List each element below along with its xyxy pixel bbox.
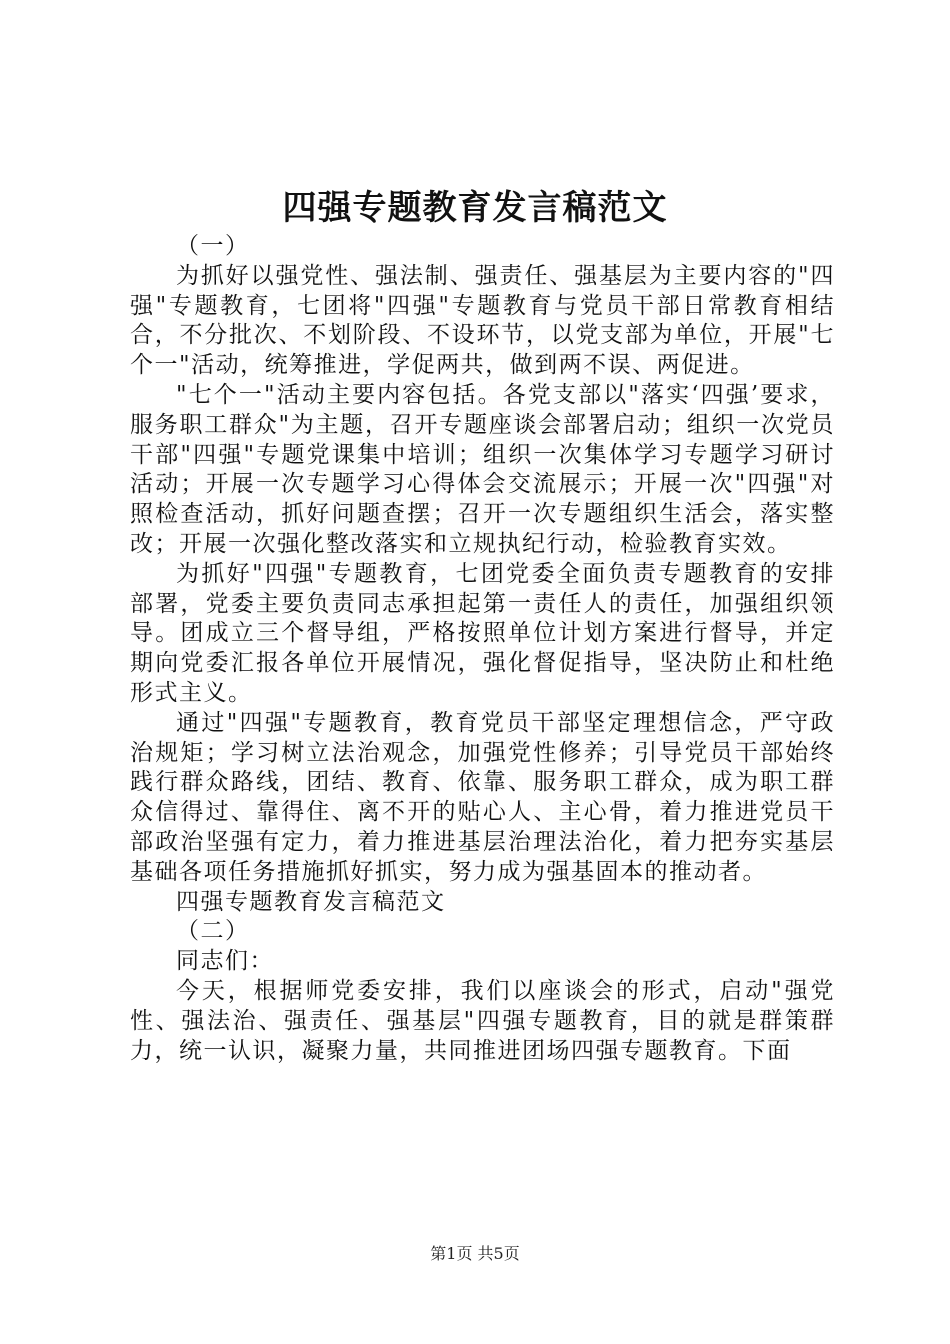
- paragraph: 为抓好以强党性、强法制、强责任、强基层为主要内容的"四强"专题教育，七团将"四强"专题教育与党员干部日常教育相结合，不分批次、不划阶段、不设环节，以党支部为单位，开展"七个一"活动，统筹推进，学促两共，做到两不误、两促进。: [130, 262, 835, 379]
- document-title: 四强专题教育发言稿范文: [282, 188, 668, 228]
- paragraph: 今天，根据师党委安排，我们以座谈会的形式，启动"强党性、强法治、强责任、强基层"四强专题教育，目的就是群策群力，统一认识，凝聚力量，共同推进团场四强专题教育。下面: [130, 977, 835, 1064]
- section-marker-two: （二）: [176, 918, 250, 945]
- section-marker-one: （一）: [176, 233, 250, 259]
- paragraph: 为抓好"四强"专题教育，七团党委全面负责专题教育的安排部署，党委主要负责同志承担起第一责任人的责任，加强组织领导。团成立三个督导组，严格按照单位计划方案进行督导，并定期向党委汇报各单位开展情况，强化督促指导，坚决防止和杜绝形式主义。: [130, 560, 835, 706]
- paragraph: "七个一"活动主要内容包括。各党支部以"落实‘四强’要求，服务职工群众"为主题，召开专题座谈会部署启动；组织一次党员干部"四强"专题党课集中培训；组织一次集体学习专题学习研讨活动；开展一次专题学习心得体会交流展示；开展一次"四强"对照检查活动，抓好问题查摆；召开一次专题组织生活会，落实整改；开展一次强化整改落实和立规执纪行动，检验教育实效。: [130, 381, 835, 557]
- document-body: [130, 232, 835, 1066]
- page-indicator: 第1页 共5页: [430, 1244, 520, 1263]
- salutation: 同志们：: [176, 948, 274, 975]
- paragraph: 通过"四强"专题教育，教育党员干部坚定理想信念，严守政治规矩；学习树立法治观念，加强党性修养；引导党员干部始终践行群众路线，团结、教育、依靠、服务职工群众，成为职工群众信得过、靠得住、离不开的贴心人、主心骨，着力推进党员干部政治坚强有定力，着力推进基层治理法治化，着力把夯实基层基础各项任务措施抓好抓实，努力成为强基固本的推动者。: [130, 709, 835, 885]
- subheading: 四强专题教育发言稿范文: [176, 888, 446, 915]
